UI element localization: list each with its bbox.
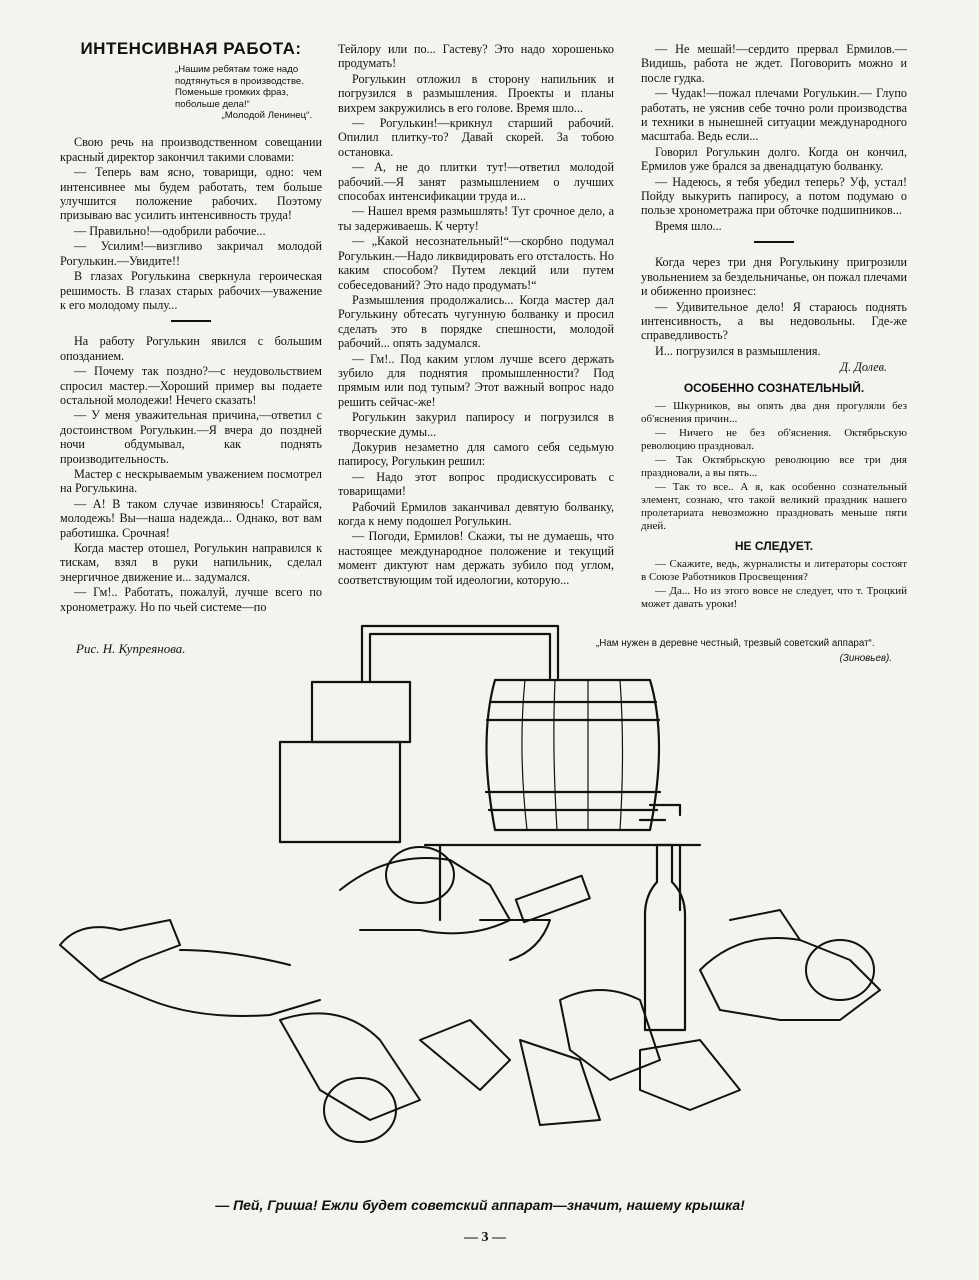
joke-line: — Шкурников, вы опять два дня прогуляли без об'яснения причин... bbox=[641, 399, 907, 425]
paragraph: Свою речь на производственном совещании красный директор закончил такими словами: bbox=[60, 135, 322, 164]
paragraph: Когда мастер отошел, Рогулькин направился к тискам, взял в руки напильник, сделал энергичное движение и... задумался. bbox=[60, 541, 322, 584]
joke-title-1: ОСОБЕННО СОЗНАТЕЛЬНЫЙ. bbox=[683, 380, 865, 395]
paragraph: — Не мешай!—сердито прервал Ермилов.— Видишь, работа не ждет. Поговорить можно и после гудка. bbox=[641, 42, 907, 85]
page-number: — 3 — bbox=[464, 1230, 506, 1245]
paragraph: — А! В таком случае извиняюсь! Старайся, молодежь! Вы—наша надежда... Однако, вот вам работишка. Срочная! bbox=[60, 496, 322, 540]
joke-line: — Так Октябрьскую революцию все три дня праздновали, а вы пять... bbox=[641, 453, 907, 479]
joke-line: — Так то все.. А я, как особенно сознательный элемент, сознаю, что такой великий праздник нашего пролетариата невозможно праздновать меньше пяти дней. bbox=[641, 480, 907, 532]
paragraph: Говорил Рогулькин долго. Когда он кончил, Ермилов уже брался за двенадцатую болванку. bbox=[641, 144, 907, 174]
quote-text: „Нам нужен в деревне честный, трезвый советский аппарат“. bbox=[596, 638, 875, 649]
paragraph: — Почему так поздно?—с неудовольствием спросил мастер.—Хороший пример вы подаете остальной молодежи! Нечего сказать! bbox=[60, 364, 322, 407]
paragraph: Тейлору или по... Гастеву? Это надо хорошенько продумать! bbox=[338, 42, 614, 71]
paragraph: Рогулькин отложил в сторону напильник и погрузился в размышления. Проекты и планы вихрем закружились в его голове. Время шло... bbox=[338, 71, 614, 115]
illustration-caption: — Пей, Гриша! Ежли будет советский аппарат—значит, нашему крышка! bbox=[215, 1197, 745, 1213]
paragraph: — А, не до плитки тут!—ответил молодой рабочий.—Я занят размышлением о лучших способах интенсификации труда и... bbox=[338, 160, 614, 204]
figure-center bbox=[340, 847, 590, 960]
article-column-2 bbox=[338, 42, 614, 588]
figure-right bbox=[700, 910, 880, 1020]
paragraph: — Правильно!—одобрили рабочие... bbox=[74, 223, 266, 238]
figure-boots bbox=[520, 990, 740, 1125]
barrel-tap bbox=[640, 805, 680, 820]
still-box bbox=[280, 742, 400, 842]
paragraph: — Рогулькин!—крикнул старший рабочий. Опилил плитку-то? Давай скорей. За тобою остановка. bbox=[338, 116, 614, 159]
paragraph: — Гм!.. Работать, пожалуй, лучше всего по хронометражу. Но по чьей системе—по bbox=[60, 585, 322, 614]
paragraph: Докурив незаметно для самого себя седьмую папиросу, Рогулькин решил: bbox=[338, 439, 614, 469]
paragraph: Рабочий Ермилов заканчивал девятую болванку, когда к нему подошел Рогулькин. bbox=[338, 499, 614, 528]
paragraph: Мастер с нескрываемым уважением посмотрел на Рогулькина. bbox=[60, 466, 322, 496]
joke-body-2 bbox=[641, 558, 907, 611]
epigraph-text: „Нашим ребятам тоже надо подтянуться в производстве. Поменьше громких фраз, побольше дела!“ bbox=[175, 64, 304, 110]
paragraph: — У меня уважительная причина,—ответил с достоинством Рогулькин.—Я вчера до поздней ночи обдумывал, как поднять производительность. bbox=[60, 408, 322, 466]
paragraph: — Усилим!—визгливо закричал молодой Рогулькин.—Увидите!! bbox=[60, 239, 322, 268]
paragraph: — Погоди, Ермилов! Скажи, ты не думаешь, что настоящее международное положение и текущий момент диктуют нам держать зубило под углом, соответствующим той идеологии, которую... bbox=[338, 529, 614, 587]
joke-line: — Да... Но из этого вовсе не следует, что т. Троцкий может давать уроки! bbox=[641, 585, 907, 611]
paragraph: — „Какой несознательный!“—скорбно подумал Рогулькин.—Надо ликвидировать его отсталость. Но каким способом? Путем лекций или путем собеседований? Это надо продумать!“ bbox=[338, 234, 614, 292]
still-box bbox=[312, 682, 410, 742]
paragraph: — Гм!.. Под каким углом лучше всего держать зубило для поднятия промышленности? Под прямым или под тупым? Этот важный вопрос надо решить сейчас-же! bbox=[338, 351, 614, 409]
author-signature: Д. Долев. bbox=[840, 360, 887, 375]
paragraph: — Надо этот вопрос продискуссировать с товарищами! bbox=[338, 469, 614, 499]
paragraph: — Чудак!—пожал плечами Рогулькин.— Глупо работать, не уяснив себе точно роли производства и техники в нынешней ситуации международного масштаба. Ведь если... bbox=[641, 86, 907, 144]
joke-line: — Ничего не без об'яснения. Октябрьскую революцию праздновал. bbox=[641, 426, 907, 452]
epigraph-source: „Молодой Ленинец“. bbox=[221, 110, 312, 122]
section-divider bbox=[171, 320, 211, 322]
paragraph: В глазах Рогулькина сверкнула героическая решимость. В глазах старых рабочих—уважение к его молодому пылу... bbox=[60, 269, 322, 312]
paragraph: И... погрузился в размышления. bbox=[655, 343, 821, 358]
article-title: ИНТЕНСИВНАЯ РАБОТА: bbox=[80, 39, 302, 58]
joke-line: — Скажите, ведь, журналисты и литераторы состоят в Союзе Работников Просвещения? bbox=[641, 558, 907, 584]
joke-body-1 bbox=[641, 400, 907, 533]
epigraph bbox=[175, 64, 322, 121]
paragraph: Рогулькин закурил папиросу и погрузился в творческие думы... bbox=[338, 410, 614, 439]
section-divider bbox=[754, 241, 794, 243]
quote-source: (Зиновьев). bbox=[839, 653, 892, 664]
paragraph: — Теперь вам ясно, товарищи, одно: чем интенсивнее мы будем работать, тем больше улучшится положение рабочих. Поэтому призываю вас усилить интенсивность труда! bbox=[60, 165, 322, 223]
article-column-3 bbox=[641, 42, 907, 612]
paragraph: Когда через три дня Рогулькину пригрозили увольнением за бездельничанье, он пожал плечами и обиженно произнес: bbox=[641, 255, 907, 299]
illustration-credit: Рис. Н. Купреянова. bbox=[76, 641, 186, 656]
paragraph: — Нашел время размышлять! Тут срочное дело, а ты задерживаешь. К черту! bbox=[338, 204, 614, 233]
paragraph: Размышления продолжались... Когда мастер дал Рогулькину обтесать чугунную болванку и просил сделать это в порядке спешности, молодой рабочий... опять задумался. bbox=[338, 292, 614, 351]
paragraph: — Удивительное дело! Я стараюсь поднять интенсивность, а вы недовольны. Где-же справедливость? bbox=[641, 299, 907, 343]
figure-left bbox=[60, 920, 320, 1016]
article-column-1 bbox=[60, 40, 322, 615]
still-pipe bbox=[370, 634, 550, 682]
paragraph: — Надеюсь, я тебя убедил теперь? Уф, устал! Пойду выкурить папиросу, а потом подумаю о пользе хронометража при обточке подшипников... bbox=[641, 174, 907, 218]
paragraph: На работу Рогулькин явился с большим опозданием. bbox=[60, 334, 322, 363]
barrel-hoop bbox=[486, 702, 660, 810]
cartoon-illustration bbox=[40, 620, 920, 1195]
figure-bottom bbox=[280, 1013, 510, 1142]
paragraph: Время шло... bbox=[655, 218, 722, 233]
joke-title-2: НЕ СЛЕДУЕТ. bbox=[734, 538, 814, 553]
